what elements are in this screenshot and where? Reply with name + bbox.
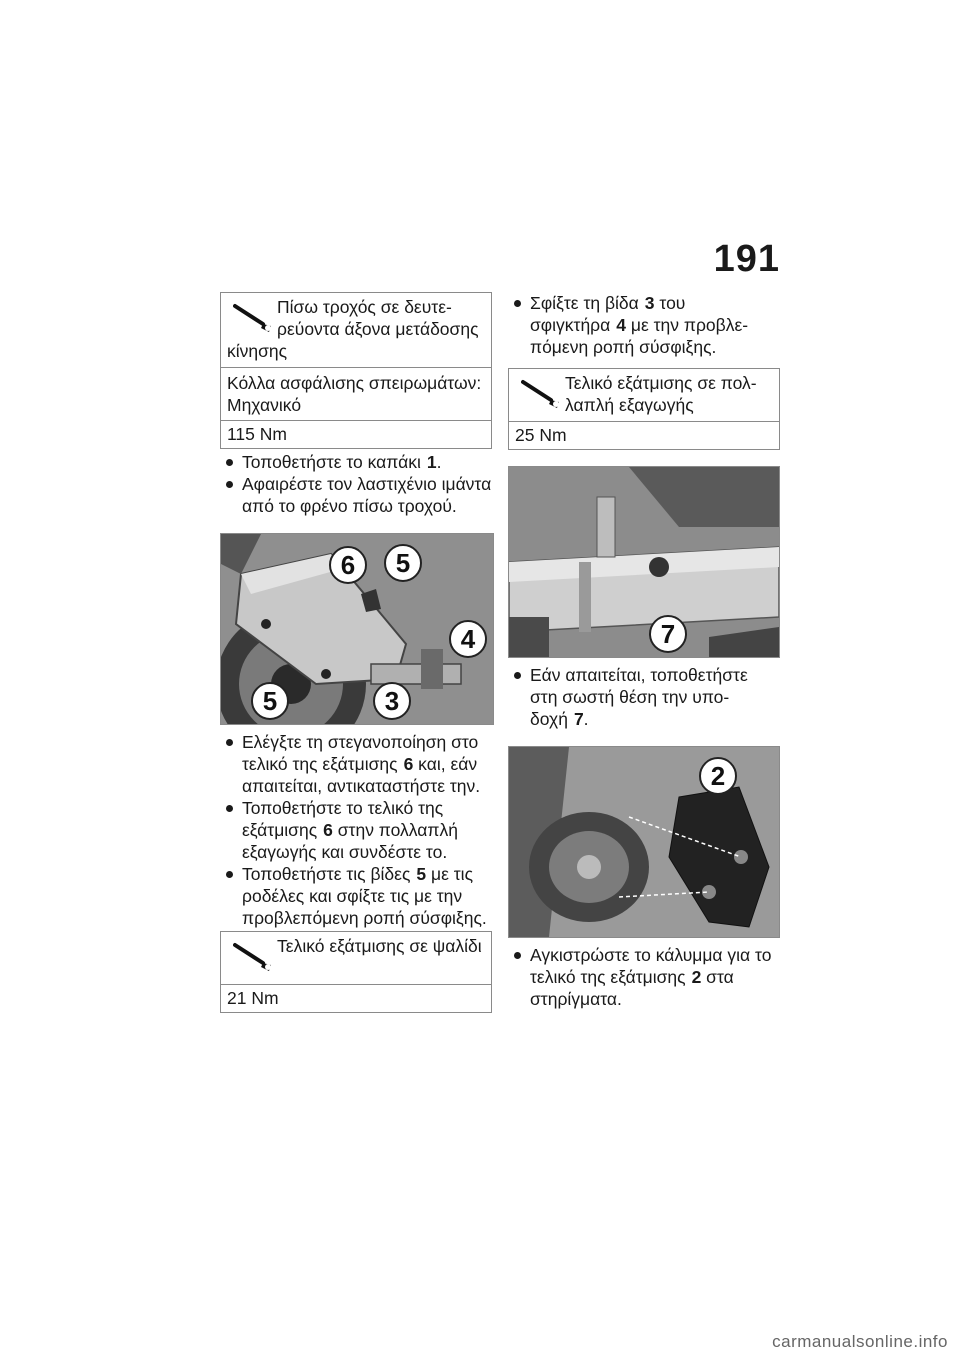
spec-title: Τελικό εξάτμισης σε ψαλίδι: [277, 936, 482, 956]
step-list: [508, 944, 780, 1010]
part-ref: 2: [691, 967, 702, 987]
step-list: [220, 451, 492, 517]
step-remove-strap: Αφαιρέστε τον λαστιχένιο ιμάντα από το φρένο πίσω τροχού.: [220, 473, 492, 517]
manifold-illustration: [509, 467, 779, 657]
bullet-icon: [226, 739, 233, 746]
part-ref: 3: [644, 293, 655, 313]
spec-title: Τελικό εξάτμισης σε πολλαπλή εξαγωγής: [565, 373, 757, 415]
step-tighten-clamp: Σφίξτε τη βίδα 3 του σφιγκτήρα 4 με την προβλεπόμενη ροπή σύσφιξης.: [508, 292, 780, 358]
step-list: [508, 664, 780, 730]
step-check-seal: Ελέγξτε τη στεγανοποίηση στο τελικό της εξάτμισης 6 και, εάν απαιτείται, αντικαταστήστε την.: [220, 731, 492, 797]
torque-spec-silencer-manifold: [508, 368, 780, 450]
step-list: [220, 731, 492, 929]
torque-spec-rear-wheel: [220, 292, 492, 449]
bullet-icon: [514, 672, 521, 679]
part-ref: 1: [426, 452, 437, 472]
spec-value: 21 Nm: [221, 984, 491, 1012]
step-position-holder: Εάν απαιτείται, τοποθετήστε στη σωστή θέση την υποδοχή 7.: [508, 664, 780, 730]
callout-2: 2: [699, 757, 737, 795]
figure-cover: [508, 746, 780, 938]
callout-4: 4: [449, 620, 487, 658]
figure-silencer: [220, 533, 494, 725]
step-hook-cover: Αγκιστρώστε το κάλυμμα για το τελικό της εξάτμισης 2 στα στηρίγματα.: [508, 944, 780, 1010]
callout-6: 6: [329, 546, 367, 584]
right-column: [508, 292, 780, 1010]
page-number: 191: [713, 238, 780, 280]
left-column: [220, 292, 492, 1013]
step-install-silencer: Τοποθετήστε το τελικό της εξάτμισης 6 στην πολλαπλή εξαγωγής και συνδέστε το.: [220, 797, 492, 863]
callout-3: 3: [373, 682, 411, 720]
torque-wrench-icon: [227, 296, 275, 340]
spec-header: [509, 369, 779, 421]
part-ref: 5: [416, 864, 427, 884]
spec-header: [221, 932, 491, 984]
step-list: [508, 292, 780, 358]
part-ref: 4: [616, 315, 626, 335]
spec-thread-lock: Κόλλα ασφάλισης σπειρωμάτων: Μηχανικό: [221, 367, 491, 420]
cover-illustration: [509, 747, 779, 937]
step-install-screws: Τοποθετήστε τις βίδες 5 με τις ροδέλες και σφίξτε τις με την προβλεπόμενη ροπή σύσφιξης.: [220, 863, 492, 929]
bullet-icon: [226, 805, 233, 812]
bullet-icon: [514, 952, 521, 959]
part-ref: 6: [323, 820, 333, 840]
torque-wrench-icon: [227, 935, 275, 979]
part-ref: 7: [573, 709, 584, 729]
part-ref: 6: [403, 754, 414, 774]
spec-value: 115 Nm: [221, 420, 491, 448]
callout-7: 7: [649, 615, 687, 653]
bullet-icon: [514, 300, 521, 307]
callout-5-top: 5: [384, 544, 422, 582]
bullet-icon: [226, 871, 233, 878]
step-install-cap: Τοποθετήστε το καπάκι 1.: [220, 451, 492, 473]
watermark: carmanualsonline.info: [772, 1332, 948, 1351]
figure-manifold: [508, 466, 780, 658]
spec-title: Πίσω τροχός σε δευτερεύοντα άξονα μετάδοσης κίνησης: [227, 297, 479, 361]
spec-header: [221, 293, 491, 367]
torque-wrench-icon: [515, 372, 563, 416]
callout-5-bottom: 5: [251, 682, 289, 720]
spec-value: 25 Nm: [509, 421, 779, 449]
bullet-icon: [226, 459, 233, 466]
torque-spec-silencer-swingarm: [220, 931, 492, 1013]
bullet-icon: [226, 481, 233, 488]
